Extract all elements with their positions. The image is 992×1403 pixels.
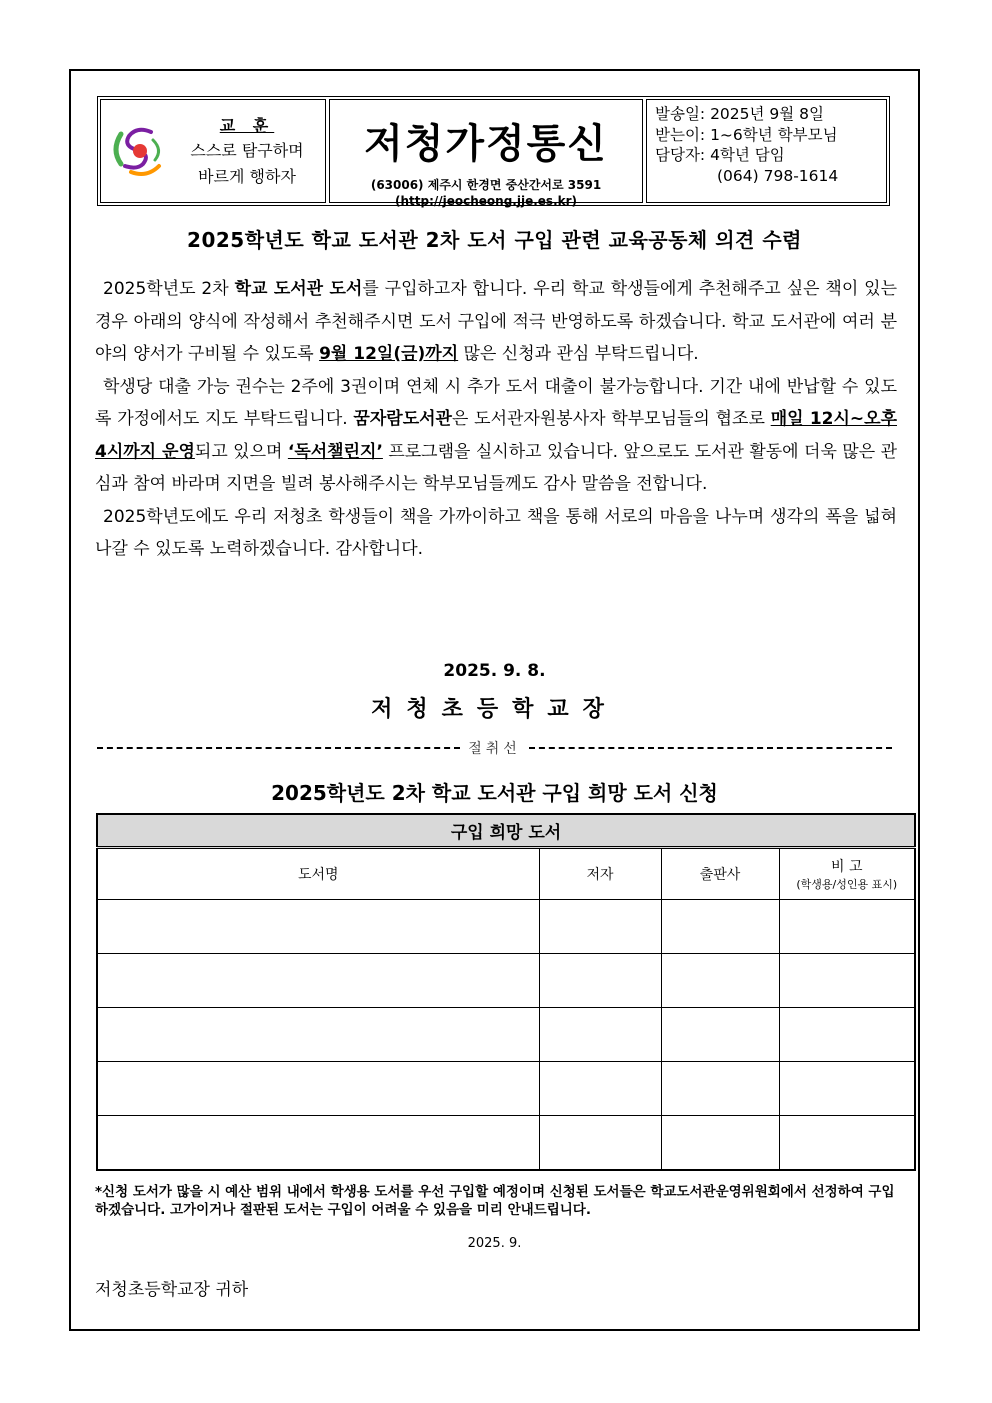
table-row — [97, 1062, 915, 1116]
motto-text — [169, 113, 325, 190]
dashed-line — [529, 747, 892, 749]
recipient: 받는이: 1~6학년 학부모님 — [655, 125, 838, 144]
publisher-cell[interactable] — [661, 1008, 779, 1062]
remark-cell[interactable] — [779, 954, 915, 1008]
form-title: 2025학년도 2차 학교 도서관 구입 희망 도서 신청 — [271, 781, 718, 805]
publisher-cell[interactable] — [661, 1062, 779, 1116]
remark-note: (학생용/성인용 표시) — [796, 878, 898, 891]
hours-emphasis: 매일 12시~오후 4시까지 운영 — [95, 409, 897, 462]
title-cell[interactable] — [97, 954, 539, 1008]
remark-cell[interactable] — [779, 1116, 915, 1171]
table-row — [97, 1008, 915, 1062]
address-line: (63006) 제주시 한경면 중산간서로 3591 — [370, 178, 602, 192]
column-header-author: 저자 — [539, 848, 661, 900]
title-cell[interactable] — [97, 1062, 539, 1116]
column-header-publisher: 출판사 — [661, 848, 779, 900]
footnote: *신청 도서가 많을 시 예산 범위 내에서 학생용 도서를 우선 구입할 예정이며 신청된 도서들은 학교도서관운영위원회에서 선정하여 구입하겠습니다. 고가이거나 절판된 도서는 구입이 어려울 수 있음을 미리 안내드립니다. — [95, 1184, 895, 1218]
paragraph — [95, 273, 897, 371]
addressee: 저청초등학교장 귀하 — [95, 1280, 249, 1300]
form-date: 2025. 9. — [467, 1236, 522, 1251]
emphasis: 학교 도서관 도서 — [234, 279, 363, 299]
notice-body — [95, 273, 897, 566]
remark-label: 비 고 — [831, 859, 863, 875]
table-row — [97, 1116, 915, 1171]
remark-cell[interactable] — [779, 1008, 915, 1062]
table-band-title: 구입 희망 도서 — [97, 814, 915, 848]
website-link[interactable]: (http://jeocheong.jje.es.kr) — [394, 194, 578, 209]
publisher-cell[interactable] — [661, 954, 779, 1008]
program-name: ‘독서챌린지’ — [287, 441, 383, 462]
cut-label: 절취선 — [468, 741, 521, 757]
principal-signature: 저청초등학교장 — [371, 697, 618, 722]
title-cell[interactable] — [97, 1008, 539, 1062]
school-address — [330, 177, 642, 209]
contact-person: 담당자: 4학년 담임 — [655, 146, 785, 165]
author-cell[interactable] — [539, 1062, 661, 1116]
book-request-table — [96, 813, 916, 1171]
title-cell[interactable] — [97, 1116, 539, 1171]
text-run: 프로그램을 실시하고 있습니다. 앞으로도 도서관 활동에 더욱 많은 관심과 참여 바라며 지면을 빌려 봉사해주시는 학부모님들께도 감사 말씀을 전합니다. — [95, 441, 898, 494]
text-run: 2025학년도 2차 — [103, 279, 235, 299]
phone-number: (064) 798-1614 — [717, 166, 839, 185]
paragraph — [95, 371, 897, 501]
school-logo-icon — [107, 120, 169, 182]
remark-cell[interactable] — [779, 1062, 915, 1116]
newsletter-header — [97, 96, 890, 209]
author-cell[interactable] — [539, 900, 661, 954]
deadline-emphasis: 9월 12일(금)까지 — [319, 344, 459, 364]
text-run: 학생당 대출 가능 권수는 2주에 3권이며 연체 시 추가 도서 대출이 불가능합니다. 기간 내에 반납할 수 있도록 가정에서도 지도 부탁드립니다. — [95, 376, 897, 429]
motto-line: 스스로 탐구하며 — [190, 141, 304, 161]
text-run: 많은 신청과 관심 부탁드립니다. — [458, 344, 699, 364]
publisher-cell[interactable] — [661, 900, 779, 954]
motto-box — [100, 99, 326, 203]
notice-title: 2025학년도 학교 도서관 2차 도서 구입 관련 교육공동체 의견 수렴 — [187, 228, 802, 252]
paragraph: 2025학년도에도 우리 저청초 학생들이 책을 가까이하고 책을 통해 서로의 마음을 나누며 생각의 폭을 넓혀나갈 수 있도록 노력하겠습니다. 감사합니다. — [95, 506, 897, 559]
dashed-line — [97, 747, 460, 749]
info-box — [646, 99, 887, 203]
table-row — [97, 954, 915, 1008]
publisher-cell[interactable] — [661, 1116, 779, 1171]
author-cell[interactable] — [539, 954, 661, 1008]
column-header-remark — [779, 848, 915, 900]
notice-date: 2025. 9. 8. — [443, 661, 546, 681]
newsletter-title: 저청가정통신 — [364, 121, 608, 167]
motto-line: 바르게 행하자 — [198, 166, 296, 186]
library-name: 꿈자람도서관 — [353, 409, 452, 429]
text-run: 은 도서관자원봉사자 학부모님들의 협조로 — [451, 409, 771, 429]
remark-cell[interactable] — [779, 900, 915, 954]
motto-title: 교 훈 — [219, 115, 275, 135]
text-run: 되고 있으며 — [194, 441, 288, 462]
column-header-title: 도서명 — [97, 848, 539, 900]
title-cell[interactable] — [97, 900, 539, 954]
cut-line — [97, 738, 892, 758]
text-run: 를 구입하고자 합니다. 우리 학교 학생들에게 추천해주고 싶은 책이 있는 경우 아래의 양식에 작성해서 추천해주시면 도서 구입에 적극 반영하도록 하겠습니다. 학교 도서관에 여러 분야의 양서가 구비될 수 있도록 — [95, 279, 898, 364]
author-cell[interactable] — [539, 1116, 661, 1171]
sent-date: 발송일: 2025년 9월 8일 — [655, 105, 825, 123]
author-cell[interactable] — [539, 1008, 661, 1062]
table-row — [97, 900, 915, 954]
title-box — [329, 99, 643, 209]
